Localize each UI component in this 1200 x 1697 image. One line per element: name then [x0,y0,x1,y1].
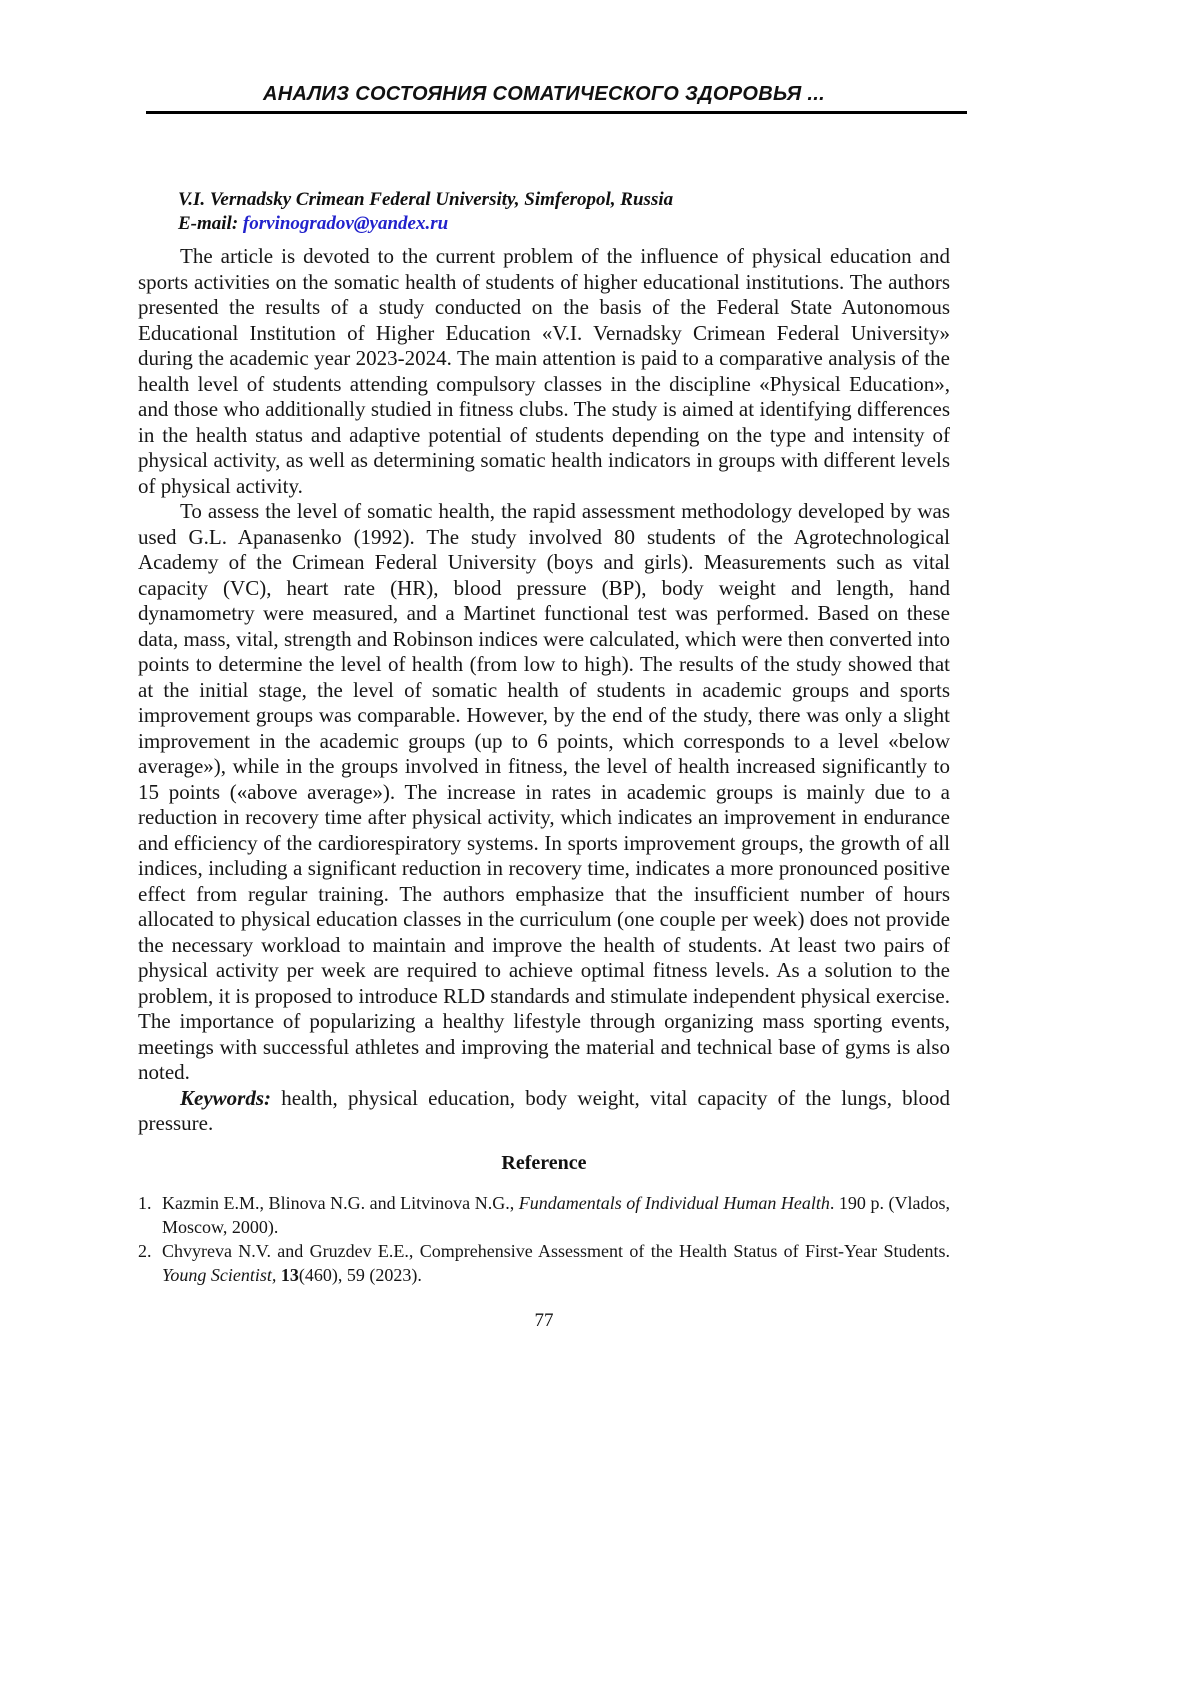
email-line [178,212,950,236]
reference-suffix: (460), 59 (2023). [298,1264,422,1285]
affiliation-university: V.I. Vernadsky Crimean Federal University, Simferopol, Russia [178,189,674,210]
reference-title-italic: Fundamentals of Individual Human Health [518,1192,830,1213]
page-number: 77 [534,1309,554,1331]
reference-authors-title: Chvyreva N.V. and Gruzdev E.E., Comprehensive Assessment of the Health Status of First-Year Students. [162,1240,950,1261]
email-link[interactable]: forvinogradov@yandex.ru [242,213,449,234]
email-label: E-mail: [178,213,239,234]
abstract-paragraph-2: To assess the level of somatic health, the rapid assessment methodology developed by was used G.L. Apanasenko (1992). The study involved 80 students of the Agrotechnological Academy of the Crimean Federal University (boys and girls). Measurements such as vital capacity (VC), heart rate (HR), blood pressure (BP), body weight and length, hand dynamometry were measured, and a Martinet functional test was performed. Based on these data, mass, vital, strength and Robinson indices were calculated, which were then converted into points to determine the level of health (from low to high). The results of the study showed that at the initial stage, the level of somatic health of students in academic groups and sports improvement groups was comparable. However, by the end of the study, there was only a slight improvement in the academic groups (up to 6 points, which corresponds to a level «below average»), while in the groups involved in fitness, the level of health increased significantly to 15 points («above average»). The increase in rates in academic groups is mainly due to a reduction in recovery time after physical activity, which indicates an improvement in endurance and efficiency of the cardiorespiratory systems. In sports improvement groups, the growth of all indices, including a significant reduction in recovery time, indicates a more pronounced positive effect from regular training. The authors emphasize that the insufficient number of hours allocated to physical education classes in the curriculum (one couple per week) does not provide the necessary workload to maintain and improve the health of students. At least two pairs of physical activity per week are required to achieve optimal fitness levels. As a solution to the problem, it is proposed to introduce RLD standards and stimulate independent physical exercise. The importance of popularizing a healthy lifestyle through organizing mass sporting events, meetings with successful athletes and improving the material and technical base of gyms is also noted. [138,499,950,1084]
reference-number: 2. [138,1240,152,1261]
page-content [138,0,950,1333]
affiliation-block [178,188,950,236]
running-head: АНАЛИЗ СОСТОЯНИЯ СОМАТИЧЕСКОГО ЗДОРОВЬЯ ... [263,83,825,105]
abstract-section [138,244,950,1137]
reference-text [162,1239,950,1287]
references-heading: Reference [501,1151,587,1174]
reference-item-1 [138,1191,950,1239]
reference-text [162,1191,950,1239]
reference-volume-bold: 13 [280,1264,299,1285]
reference-suffix: . 190 p. (Vlados, Moscow, 2000). [162,1192,951,1237]
reference-item-2 [138,1239,950,1287]
keywords-paragraph [138,1086,950,1137]
keywords-text: health, physical education, body weight, vital capacity of the lungs, blood pressure. [138,1085,950,1135]
abstract-paragraph-1: The article is devoted to the current problem of the influence of physical education and sports activities on the somatic health of students of higher educational institutions. The authors presented the results of a study conducted on the basis of the Federal State Autonomous Educational Institution of Higher Education «V.I. Vernadsky Crimean Federal University» during the academic year 2023-2024. The main attention is paid to a comparative analysis of the health level of students attending compulsory classes in the discipline «Physical Education», and those who additionally studied in fitness clubs. The study is aimed at identifying differences in the health status and adaptive potential of students depending on the type and intensity of physical activity, as well as determining somatic health indicators in groups with different levels of physical activity. [138,244,950,498]
reference-number: 1. [138,1192,152,1213]
header-rule [146,111,967,114]
references-list [138,1191,950,1287]
keywords-label: Keywords: [180,1085,271,1110]
reference-authors: Kazmin E.M., Blinova N.G. and Litvinova N.G., [162,1192,519,1213]
reference-journal-italic: Young Scientist, [162,1264,281,1285]
